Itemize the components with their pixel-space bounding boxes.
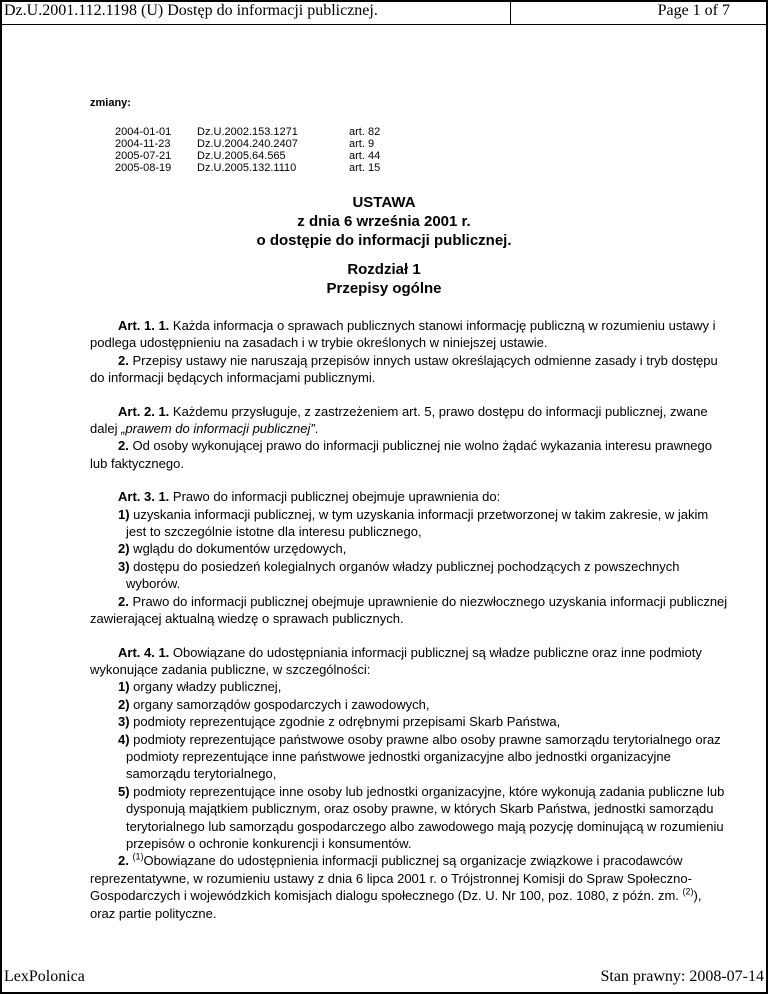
art2-text2: Od osoby wykonującej prawo do informacji publicznej nie wolno żądać wykazania interesu prawnego lub faktycznego. xyxy=(90,438,712,471)
header-divider xyxy=(0,24,768,25)
amendment-art: art. 82 xyxy=(349,126,381,138)
amendment-ref: Dz.U.2005.64.565 xyxy=(197,150,286,162)
art3-item3 xyxy=(90,558,730,593)
art4-item1 xyxy=(90,678,730,695)
art4-text2b: ), oraz partie polityczne. xyxy=(90,888,702,921)
art1-para2 xyxy=(90,352,730,387)
footnote-ref-2[interactable]: (2) xyxy=(682,886,694,897)
art3-item1-text: uzyskania informacji publicznej, w tym uzyskania informacji przetworzonej w takim zakresie, w jakim jest to szczególnie istotne dla interesu publicznego, xyxy=(126,506,709,540)
art2-num2: 2. xyxy=(118,438,129,454)
art4-item3-text: podmioty reprezentujące zgodnie z odrębnymi przepisami Skarb Państwa, xyxy=(129,714,561,730)
art4-item2-text: organy samorządów gospodarczych i zawodowych, xyxy=(129,696,430,712)
chapter-number: Rozdział 1 xyxy=(347,261,421,278)
art3-text2: Prawo do informacji publicznej obejmuje uprawnienie do niezwłocznego uzyskania informacji publicznej zawierającej aktualną wiedzę o sprawach publicznych. xyxy=(90,593,728,627)
amendments-articles xyxy=(349,126,380,174)
act-title xyxy=(0,193,768,250)
art3-item1-num: 1) xyxy=(118,506,130,522)
amendment-date: 2005-08-19 xyxy=(115,162,172,174)
footer-legal-status: Stan prawny: 2008-07-14 xyxy=(600,968,764,985)
header-page-number: Page 1 of 7 xyxy=(657,2,730,19)
art2-text1a: Każdemu przysługuje, z zastrzeżeniem art. 5, prawo dostępu do informacji publicznej, zwane dalej xyxy=(90,403,708,437)
amendment-ref: Dz.U.2005.132.1110 xyxy=(197,162,297,174)
header-separator xyxy=(510,0,511,25)
art4-item2-num: 2) xyxy=(118,696,130,712)
art3-item2-text: wglądu do dokumentów urzędowych, xyxy=(129,541,347,557)
art4-para1 xyxy=(90,644,730,679)
art3-item3-num: 3) xyxy=(118,558,130,574)
art4-item4 xyxy=(90,731,730,783)
art3-item2-num: 2) xyxy=(118,541,130,557)
art2-para2 xyxy=(90,437,730,472)
art1-head: Art. 1. 1. xyxy=(118,318,170,333)
amendments-refs xyxy=(197,126,298,174)
art1-text1: Każda informacja o sprawach publicznych stanowi informację publiczną w rozumieniu ustawy i podlega udostępnieniu na zasadach i w trybie określonych w niniejszej ustawie. xyxy=(90,318,716,351)
art4-item4-text: podmioty reprezentujące państwowe osoby prawne albo osoby prawne samorządu terytorialnego oraz podmioty reprezentujące inne państwowe jednostki organizacyjne albo jednostki organizacyjne samorządu terytorialnego, xyxy=(126,731,721,782)
amendment-art: art. 44 xyxy=(349,150,381,162)
art3-head: Art. 3. 1. xyxy=(118,489,170,505)
art1-num2: 2. xyxy=(118,352,129,368)
art4-item2 xyxy=(90,696,730,713)
art4-item1-num: 1) xyxy=(118,679,130,695)
art4-item5-num: 5) xyxy=(118,783,130,799)
art2-para1 xyxy=(90,403,730,438)
art3-item3-text: dostępu do posiedzeń kolegialnych organów władzy publicznej pochodzących z powszechnych wyborów. xyxy=(126,558,680,592)
art2-text1c: . xyxy=(314,421,319,437)
art3-item2 xyxy=(90,540,730,557)
art4-text2a: Obowiązane do udostępnienia informacji publicznej są organizacje związkowe i pracodawców reprezentatywne, w rozumieniu ustawy z dnia 6 lipca 2001 r. o Trójstronnej Komisji do Spraw Społeczno-Gospodarczych i wojewódzkich komisjach dialogu społecznego (Dz. U. Nr 100, poz. 1080, z późn. zm. xyxy=(90,853,692,904)
amendment-ref: Dz.U.2002.153.1271 xyxy=(197,126,298,138)
art4-item1-text: organy władzy publicznej, xyxy=(129,679,282,695)
header-document-title: Dz.U.2001.112.1198 (U) Dostęp do informacji publicznej. xyxy=(4,2,378,19)
art3-item1 xyxy=(90,506,730,541)
act-title-line2: z dnia 6 września 2001 r. xyxy=(297,213,471,230)
amendment-date: 2004-11-23 xyxy=(115,138,171,150)
amendments-dates xyxy=(115,126,171,174)
amendment-ref: Dz.U.2004.240.2407 xyxy=(197,138,298,150)
art3-para2 xyxy=(90,593,730,628)
art4-head: Art. 4. 1. xyxy=(118,644,170,660)
amendment-date: 2004-01-01 xyxy=(115,126,172,138)
art4-text1: Obowiązane do udostępniania informacji publicznej są władze publiczne oraz inne podmioty wykonujące zadania publiczne, w szczególności: xyxy=(90,644,702,677)
art2-head: Art. 2. 1. xyxy=(118,403,170,419)
art4-item4-num: 4) xyxy=(118,731,130,747)
art1-text2: Przepisy ustawy nie naruszają przepisów innych ustaw określających odmienne zasady i tryb dostępu do informacji będących informacjami publicznymi. xyxy=(90,352,718,386)
art4-item5-text: podmioty reprezentujące inne osoby lub jednostki organizacyjne, które wykonują zadania publiczne lub dysponują majątkiem publicznym, oraz osoby prawne, w których Skarb Państwa, jednostki samorządu terytorialnego lub samorządu gospodarczego albo zawodowego mają pozycję dominującą w rozumieniu przepisów o ochronie konkurencji i konsumentów. xyxy=(126,783,725,851)
art4-num2: 2. xyxy=(118,853,129,869)
art2-defined-term: „prawem do informacji publicznej” xyxy=(121,421,315,437)
amendment-art: art. 15 xyxy=(349,162,381,174)
art4-item5 xyxy=(90,783,730,853)
art3-text1: Prawo do informacji publicznej obejmuje uprawnienia do: xyxy=(169,489,501,505)
chapter-title: Przepisy ogólne xyxy=(326,280,442,297)
art3-num2: 2. xyxy=(118,593,129,609)
art4-item3-num: 3) xyxy=(118,714,130,730)
act-title-line1: USTAWA xyxy=(352,194,416,211)
art4-item3 xyxy=(90,713,730,730)
chapter-heading xyxy=(0,260,768,298)
art3-para1 xyxy=(90,488,730,505)
act-body xyxy=(90,317,730,922)
amendment-art: art. 9 xyxy=(349,138,375,150)
amendment-date: 2005-07-21 xyxy=(115,150,172,162)
footnote-ref-1[interactable]: (1) xyxy=(132,852,144,863)
act-title-line3: o dostępie do informacji publicznej. xyxy=(256,232,512,249)
art4-para2 xyxy=(90,852,730,922)
footer-publisher: LexPolonica xyxy=(4,968,85,985)
art1-para1 xyxy=(90,317,730,352)
amendments-label: zmiany: xyxy=(90,97,131,109)
